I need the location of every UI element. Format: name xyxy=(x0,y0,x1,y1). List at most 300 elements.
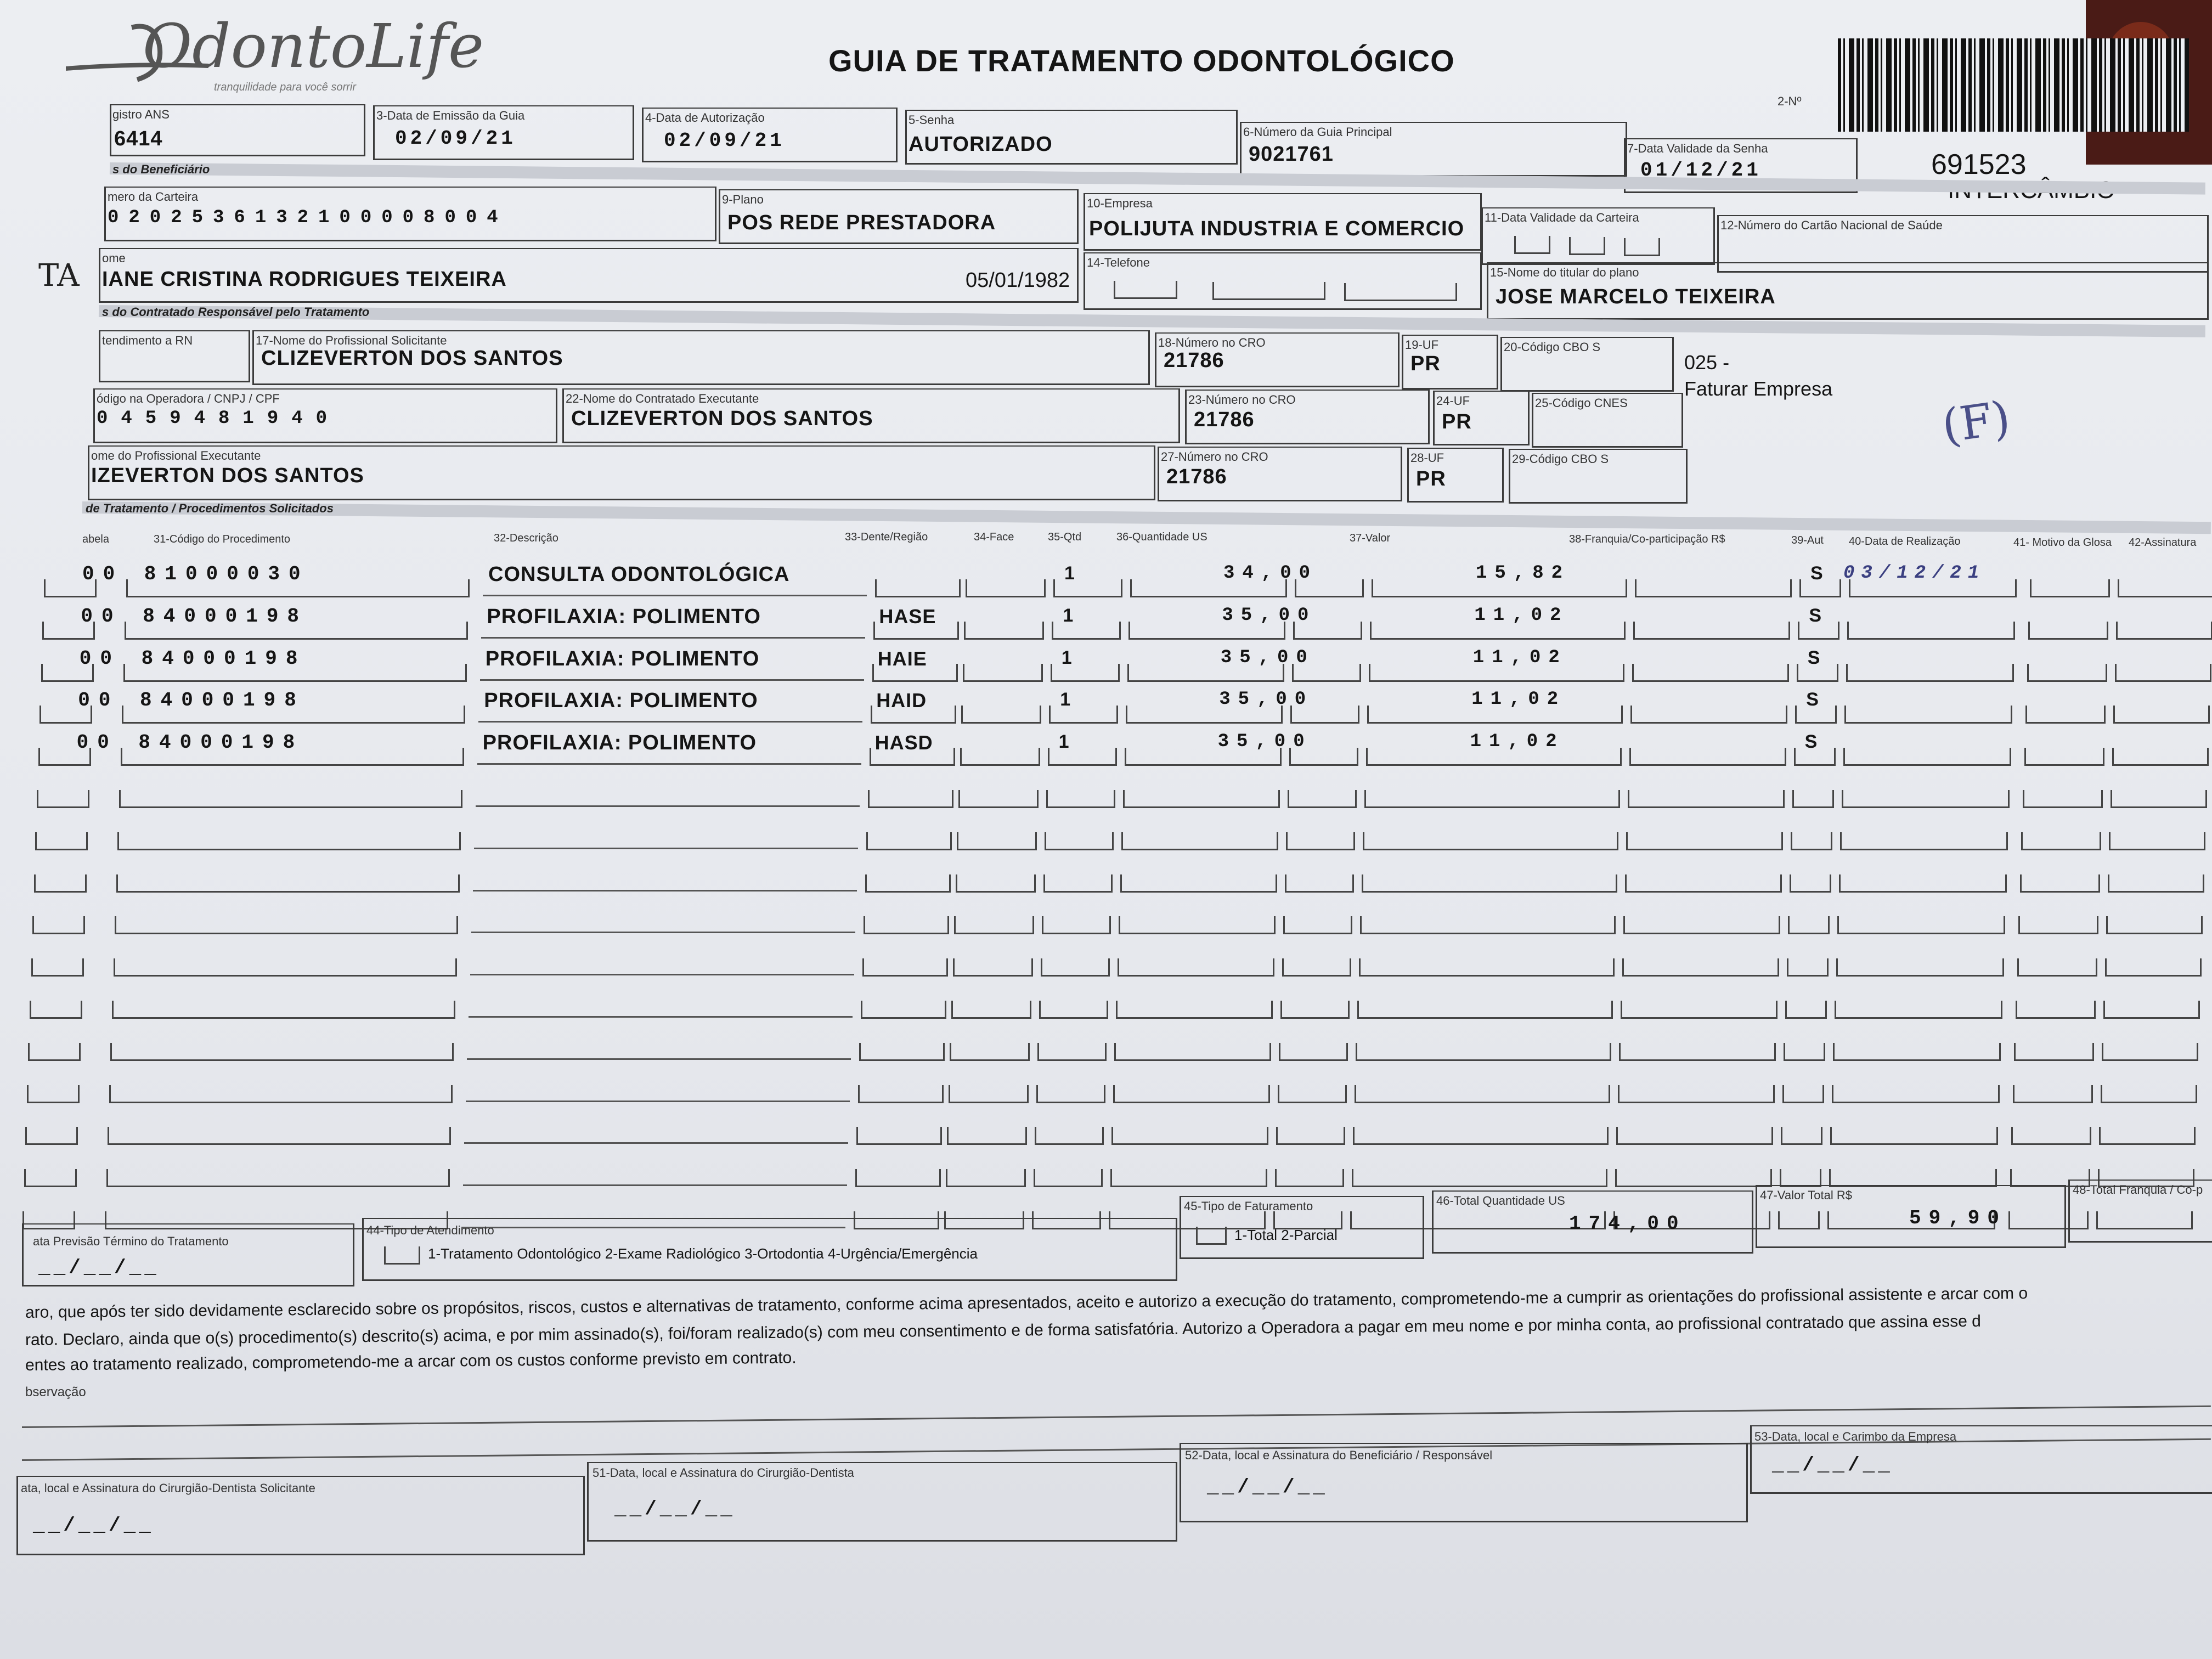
descricao-line xyxy=(464,1142,848,1144)
th-qtd: 35-Qtd xyxy=(1048,531,1082,543)
cell-box[interactable] xyxy=(1626,832,1783,850)
cell-box[interactable] xyxy=(958,790,1039,808)
cell-box[interactable] xyxy=(1836,958,2004,977)
cell-dente: HASE xyxy=(879,605,936,628)
table-row xyxy=(0,811,2212,854)
cell-box[interactable] xyxy=(1283,916,1352,934)
cell-box[interactable] xyxy=(2116,622,2212,640)
cell-dente: HAIE xyxy=(877,647,927,670)
cell-box[interactable] xyxy=(2102,1043,2198,1061)
cell-box[interactable] xyxy=(37,790,89,808)
cell-box[interactable] xyxy=(2028,622,2108,640)
cell-box[interactable] xyxy=(2112,748,2209,766)
cell-box[interactable] xyxy=(862,958,948,977)
cell-box[interactable] xyxy=(1833,1043,2001,1061)
empresa-label: 10-Empresa xyxy=(1087,196,1153,210)
cell-box[interactable] xyxy=(25,1127,78,1145)
cell-box[interactable] xyxy=(1121,832,1278,850)
total-us-value: 174,00 xyxy=(1569,1212,1686,1235)
cell-box[interactable] xyxy=(1356,1043,1611,1061)
handwritten-f-note: (F) xyxy=(1938,390,2014,454)
cell-box[interactable] xyxy=(2011,1127,2091,1145)
beneficiario-section: s do Beneficiário xyxy=(112,162,210,176)
cell-box[interactable] xyxy=(956,874,1036,893)
cell-box[interactable] xyxy=(1119,916,1276,934)
carimbo-53-date: __/__/__ xyxy=(1772,1454,1893,1476)
cell-box[interactable] xyxy=(31,958,84,977)
cell-box[interactable] xyxy=(2113,706,2210,724)
cell-box[interactable] xyxy=(1113,1085,1270,1103)
cell-box[interactable] xyxy=(1042,916,1111,934)
cell-valor: 15,82 xyxy=(1476,563,1571,584)
plano-value: POS REDE PRESTADORA xyxy=(727,211,996,234)
cell-box[interactable] xyxy=(1615,1169,1772,1187)
cell-descricao: PROFILAXIA: POLIMENTO xyxy=(485,647,760,670)
table-row xyxy=(0,1106,2212,1149)
table-row xyxy=(0,854,2212,896)
cell-box[interactable] xyxy=(1790,874,1831,893)
cell-box[interactable] xyxy=(1037,1043,1107,1061)
assinatura-52-date: __/__/__ xyxy=(1207,1476,1328,1498)
th-aut: 39-Aut xyxy=(1791,534,1824,546)
descricao-line xyxy=(463,1184,847,1186)
prof-exec-label: ome do Profissional Executante xyxy=(91,449,261,462)
titular-label: 15-Nome do titular do plano xyxy=(1490,266,1639,279)
cell-box[interactable] xyxy=(947,1127,1027,1145)
validade-carteira-label: 11-Data Validade da Carteira xyxy=(1485,211,1639,224)
cell-qtd: 1 xyxy=(1064,563,1075,584)
table-row xyxy=(0,895,2212,938)
cell-box[interactable] xyxy=(963,664,1043,682)
cell-box[interactable] xyxy=(1116,1001,1273,1019)
tipo-atendimento-checkbox[interactable] xyxy=(384,1246,420,1265)
titular-value: JOSE MARCELO TEIXEIRA xyxy=(1496,285,1776,308)
telefone-cells xyxy=(1114,281,1177,299)
cell-box[interactable] xyxy=(2106,916,2203,934)
cell-box[interactable] xyxy=(1045,832,1114,850)
cell-box[interactable] xyxy=(1053,579,1122,597)
cell-box[interactable] xyxy=(1623,916,1780,934)
cell-box[interactable] xyxy=(114,958,457,977)
valor-total-label: 47-Valor Total R$ xyxy=(1760,1188,1852,1202)
cell-box[interactable] xyxy=(30,1001,82,1019)
cartao-nacional-label: 12-Número do Cartão Nacional de Saúde xyxy=(1720,218,1943,232)
table-row xyxy=(0,938,2212,980)
descricao-line xyxy=(481,637,865,639)
nome-value: IANE CRISTINA RODRIGUES TEIXEIRA xyxy=(102,268,507,291)
cell-box[interactable] xyxy=(106,1169,450,1187)
contratado-section: s do Contratado Responsável pelo Tratamento xyxy=(102,305,370,319)
th-valor: 37-Valor xyxy=(1350,532,1391,544)
cell-us: 35,00 xyxy=(1222,605,1317,626)
cell-aut: S xyxy=(1809,605,1822,626)
cell-box[interactable] xyxy=(964,622,1044,640)
empresa-value: POLIJUTA INDUSTRIA E COMERCIO xyxy=(1089,217,1465,240)
cell-valor: 11,02 xyxy=(1474,605,1569,626)
cell-box[interactable] xyxy=(28,1043,81,1061)
cell-box[interactable] xyxy=(2108,874,2204,893)
cell-box[interactable] xyxy=(2027,664,2107,682)
th-tabela: abela xyxy=(82,533,109,545)
cell-box[interactable] xyxy=(1359,958,1615,977)
tipo-faturamento-checkbox[interactable] xyxy=(1196,1227,1227,1245)
table-row xyxy=(0,558,2212,601)
cell-box[interactable] xyxy=(1832,1085,2000,1103)
cell-box[interactable] xyxy=(966,579,1046,597)
cro23-label: 23-Número no CRO xyxy=(1188,393,1296,407)
cell-box[interactable] xyxy=(1280,1001,1350,1019)
logo-tagline: tranquilidade para você sorrir xyxy=(214,81,357,93)
th-glosa: 41- Motivo da Glosa xyxy=(2013,537,2112,549)
cell-box[interactable] xyxy=(1275,1169,1344,1187)
guia-principal-value: 9021761 xyxy=(1249,143,1334,166)
cell-dente: HASD xyxy=(874,731,933,754)
cell-box[interactable] xyxy=(1792,790,1834,808)
cell-box[interactable] xyxy=(1847,622,2015,640)
th-codigo: 31-Código do Procedimento xyxy=(154,533,291,545)
cell-box[interactable] xyxy=(2025,706,2106,724)
uf19-value: PR xyxy=(1410,352,1441,375)
cell-box[interactable] xyxy=(855,1169,941,1187)
cell-codigo: 00 84000198 xyxy=(81,605,308,628)
cell-box[interactable] xyxy=(2017,958,2097,977)
cell-box[interactable] xyxy=(1046,790,1115,808)
table-row xyxy=(0,643,2212,686)
cell-box[interactable] xyxy=(24,1169,77,1187)
guia-number: 691523 xyxy=(1931,149,2027,180)
th-us: 36-Quantidade US xyxy=(1116,531,1207,543)
cell-box[interactable] xyxy=(865,874,951,893)
handwritten-name-prefix: TA xyxy=(38,258,80,294)
cell-us: 34,00 xyxy=(1223,563,1318,584)
cell-box[interactable] xyxy=(2115,664,2211,682)
cell-qtd: 1 xyxy=(1060,689,1071,710)
cell-box[interactable] xyxy=(1110,1169,1267,1187)
uf28-label: 28-UF xyxy=(1410,451,1444,465)
cell-box[interactable] xyxy=(1114,1043,1271,1061)
cell-box[interactable] xyxy=(1632,664,1789,682)
descricao-line xyxy=(469,1016,853,1018)
th-assinatura: 42-Assinatura xyxy=(2129,537,2197,549)
barcode xyxy=(1838,38,2189,132)
cell-box[interactable] xyxy=(117,832,461,850)
cell-codigo: 00 84000198 xyxy=(76,731,304,754)
cell-box[interactable] xyxy=(1362,874,1617,893)
cell-box[interactable] xyxy=(1364,790,1620,808)
cro23-value: 21786 xyxy=(1194,408,1255,431)
nascimento-value: 05/01/1982 xyxy=(966,269,1070,292)
odontolife-logo xyxy=(66,11,484,107)
page-title: GUIA DE TRATAMENTO ODONTOLÓGICO xyxy=(828,43,1455,78)
previsao-value: __/__/__ xyxy=(38,1256,160,1279)
cell-box[interactable] xyxy=(34,874,87,893)
descricao-line xyxy=(470,974,854,975)
assinatura-50-label: ata, local e Assinatura do Cirurgião-Dentista Solicitante xyxy=(21,1481,315,1495)
assinatura-51-label: 51-Data, local e Assinatura do Cirurgião-Dentista xyxy=(592,1466,854,1480)
table-row xyxy=(0,769,2212,812)
cell-box[interactable] xyxy=(1043,874,1113,893)
cell-box[interactable] xyxy=(1286,832,1355,850)
validade-senha-label: 7-Data Validade da Senha xyxy=(1627,142,1768,155)
cell-box[interactable] xyxy=(2014,1043,2094,1061)
cell-box[interactable] xyxy=(1353,1127,1609,1145)
executante-value: CLIZEVERTON DOS SANTOS xyxy=(571,407,873,430)
solicitante-value: CLIZEVERTON DOS SANTOS xyxy=(261,347,563,370)
cell-box[interactable] xyxy=(1835,1001,2002,1019)
cell-box[interactable] xyxy=(112,1001,455,1019)
th-face: 34-Face xyxy=(974,531,1014,543)
carteira-value: 0202536132100008004 xyxy=(108,207,508,228)
procedimentos-section: de Tratamento / Procedimentos Solicitados xyxy=(86,501,334,515)
table-row xyxy=(0,1022,2212,1065)
cell-box[interactable] xyxy=(864,916,949,934)
table-row xyxy=(0,685,2212,727)
ans-value: 6414 xyxy=(114,127,163,150)
th-data: 40-Data de Realização xyxy=(1849,535,1961,548)
cell-box[interactable] xyxy=(950,1043,1030,1061)
table-row xyxy=(0,601,2212,644)
cell-box[interactable] xyxy=(1846,664,2014,682)
cell-box[interactable] xyxy=(1035,1127,1104,1145)
cell-box[interactable] xyxy=(1788,916,1830,934)
cell-box[interactable] xyxy=(1036,1085,1105,1103)
cnpj-value: 0459481940 xyxy=(97,408,341,429)
cell-box[interactable] xyxy=(957,832,1037,850)
emissao-value: 02/09/21 xyxy=(395,127,516,150)
cell-box[interactable] xyxy=(1363,832,1618,850)
cell-box[interactable] xyxy=(866,832,952,850)
cell-box[interactable] xyxy=(1039,1001,1108,1019)
cell-descricao: CONSULTA ODONTOLÓGICA xyxy=(488,563,790,586)
cell-valor: 11,02 xyxy=(1471,689,1566,710)
cell-box[interactable] xyxy=(1288,790,1357,808)
cell-box[interactable] xyxy=(1781,1127,1822,1145)
descricao-line xyxy=(480,679,864,681)
cro18-value: 21786 xyxy=(1164,349,1224,372)
cell-box[interactable] xyxy=(1357,1001,1613,1019)
cell-box[interactable] xyxy=(1051,664,1120,682)
cell-box[interactable] xyxy=(115,916,458,934)
executante-label: 22-Nome do Contratado Executante xyxy=(566,392,759,405)
cell-box[interactable] xyxy=(1360,916,1616,934)
table-row xyxy=(0,1064,2212,1107)
cell-box[interactable] xyxy=(116,874,460,893)
validade-carteira-cells xyxy=(1514,236,1550,254)
cell-box[interactable] xyxy=(108,1127,451,1145)
cell-box[interactable] xyxy=(1276,1127,1345,1145)
cell-box[interactable] xyxy=(2018,916,2098,934)
cell-box[interactable] xyxy=(1123,790,1280,808)
cell-box[interactable] xyxy=(1621,1001,1778,1019)
cell-qtd: 1 xyxy=(1063,605,1074,626)
cell-box[interactable] xyxy=(960,748,1040,766)
guia-no-label: 2-Nº xyxy=(1778,94,1802,108)
cell-aut: S xyxy=(1804,731,1818,753)
cell-box[interactable] xyxy=(1049,706,1118,724)
cell-box[interactable] xyxy=(32,916,85,934)
cell-box[interactable] xyxy=(2030,579,2110,597)
cell-codigo: 00 81000030 xyxy=(82,563,309,585)
descricao-line xyxy=(467,1058,851,1060)
logo-text: OdontoLife xyxy=(143,11,484,81)
carimbo-53-label: 53-Data, local e Carimbo da Empresa xyxy=(1754,1430,1957,1443)
uf28-value: PR xyxy=(1416,467,1446,490)
uf19-label: 19-UF xyxy=(1405,338,1439,352)
observacao-label: bservação xyxy=(25,1385,86,1400)
declaracao-line-2: rato. Declaro, ainda que o(s) procedimento(s) descrito(s) acima, e por mim assinado(s), foi/foram realizado(s) com meu consentimento e de forma satisfatória. Autorizo a Operadora a pagar em meu nome e por minha conta, ao profissional contratado que assina esse d xyxy=(25,1312,1982,1349)
cell-descricao: PROFILAXIA: POLIMENTO xyxy=(482,731,757,755)
uf24-value: PR xyxy=(1442,410,1472,433)
tipo-atendimento-label: 44-Tipo de Atendimento xyxy=(366,1223,494,1237)
cell-codigo: 00 84000198 xyxy=(79,647,307,670)
valor-total-value: 59,90 xyxy=(1909,1207,2007,1229)
cell-box[interactable] xyxy=(953,958,1033,977)
cell-box[interactable] xyxy=(2099,1127,2196,1145)
cell-box[interactable] xyxy=(2109,832,2205,850)
total-us-label: 46-Total Quantidade US xyxy=(1436,1194,1565,1207)
cell-us: 35,00 xyxy=(1220,647,1315,668)
cell-codigo: 00 84000198 xyxy=(78,689,305,712)
cro18-label: 18-Número no CRO xyxy=(1158,336,1266,349)
cell-box[interactable] xyxy=(951,1001,1031,1019)
tipo-faturamento-label: 45-Tipo de Faturamento xyxy=(1184,1199,1313,1213)
cell-descricao: PROFILAXIA: POLIMENTO xyxy=(487,605,761,628)
cell-box[interactable] xyxy=(2105,958,2202,977)
cell-box[interactable] xyxy=(859,1043,945,1061)
autorizacao-label: 4-Data de Autorização xyxy=(645,111,765,125)
assinatura-52-label: 52-Data, local e Assinatura do Beneficiário / Responsável xyxy=(1185,1448,1493,1462)
cell-box[interactable] xyxy=(1837,916,2005,934)
declaracao-line-3: entes ao tratamento realizado, comprometendo-me a arcar com os custos conforme previsto em contrato. xyxy=(25,1348,797,1374)
descricao-line xyxy=(477,763,861,765)
cell-box[interactable] xyxy=(861,1001,946,1019)
cell-box[interactable] xyxy=(1120,874,1277,893)
cell-box[interactable] xyxy=(1278,1085,1347,1103)
cell-us: 35,00 xyxy=(1217,731,1312,753)
cell-box[interactable] xyxy=(2021,832,2101,850)
cell-box[interactable] xyxy=(1842,790,2010,808)
cell-box[interactable] xyxy=(2020,874,2100,893)
cell-box[interactable] xyxy=(119,790,462,808)
solicitante-label: 17-Nome do Profissional Solicitante xyxy=(256,334,447,347)
cell-box[interactable] xyxy=(954,916,1034,934)
cell-box[interactable] xyxy=(2024,748,2104,766)
uf24-label: 24-UF xyxy=(1436,394,1470,408)
cell-box[interactable] xyxy=(1355,1085,1610,1103)
cell-box[interactable] xyxy=(1285,874,1354,893)
cell-box[interactable] xyxy=(1048,748,1117,766)
cell-box[interactable] xyxy=(1619,1043,1776,1061)
procedimentos-band xyxy=(82,501,2211,534)
cell-box[interactable] xyxy=(1628,790,1785,808)
assinatura-50-date: __/__/__ xyxy=(33,1514,154,1537)
cell-box[interactable] xyxy=(1635,579,1792,597)
cell-box[interactable] xyxy=(1622,958,1779,977)
cell-box[interactable] xyxy=(109,1085,453,1103)
cell-aut: S xyxy=(1807,647,1821,668)
cell-box[interactable] xyxy=(1782,1085,1824,1103)
th-descricao: 32-Descrição xyxy=(494,532,558,544)
cell-box[interactable] xyxy=(875,579,961,597)
senha-value: AUTORIZADO xyxy=(909,133,1053,156)
cell-box[interactable] xyxy=(1840,832,2008,850)
descricao-line xyxy=(483,595,867,596)
cell-box[interactable] xyxy=(856,1127,942,1145)
descricao-line xyxy=(471,932,855,933)
cell-box[interactable] xyxy=(1034,1169,1103,1187)
th-franquia: 38-Franquia/Co-participação R$ xyxy=(1569,533,1725,545)
cell-box[interactable] xyxy=(1279,1043,1348,1061)
cell-box[interactable] xyxy=(2101,1085,2197,1103)
cell-descricao: PROFILAXIA: POLIMENTO xyxy=(484,689,758,713)
cell-box[interactable] xyxy=(2103,1001,2200,1019)
cell-box[interactable] xyxy=(1791,832,1832,850)
cell-box[interactable] xyxy=(2111,790,2207,808)
cell-box[interactable] xyxy=(35,832,88,850)
descricao-line xyxy=(478,721,862,723)
cell-box[interactable] xyxy=(1630,706,1787,724)
cell-box[interactable] xyxy=(27,1085,80,1103)
cell-box[interactable] xyxy=(1052,622,1121,640)
cell-box[interactable] xyxy=(1111,1127,1268,1145)
cell-box[interactable] xyxy=(1633,622,1790,640)
cell-box[interactable] xyxy=(1787,958,1829,977)
cell-box[interactable] xyxy=(2016,1001,2096,1019)
cell-box[interactable] xyxy=(1352,1169,1607,1187)
cell-box[interactable] xyxy=(1118,958,1274,977)
cell-qtd: 1 xyxy=(1058,731,1070,753)
cell-box[interactable] xyxy=(1041,958,1110,977)
cbo20-label: 20-Código CBO S xyxy=(1504,340,1601,354)
cell-box[interactable] xyxy=(2023,790,2103,808)
cell-dente: HAID xyxy=(876,689,927,712)
cell-box[interactable] xyxy=(1282,958,1351,977)
cell-valor: 11,02 xyxy=(1470,731,1565,753)
cell-aut: S xyxy=(1810,563,1824,584)
th-dente: 33-Dente/Região xyxy=(845,531,928,543)
senha-label: 5-Senha xyxy=(909,113,955,127)
cell-box[interactable] xyxy=(1625,874,1782,893)
cell-box[interactable] xyxy=(110,1043,454,1061)
cell-box[interactable] xyxy=(1844,706,2012,724)
cell-box[interactable] xyxy=(868,790,953,808)
cell-box[interactable] xyxy=(961,706,1041,724)
cell-box[interactable] xyxy=(858,1085,944,1103)
cell-box[interactable] xyxy=(1784,1043,1825,1061)
cell-box[interactable] xyxy=(2013,1085,2093,1103)
emissao-label: 3-Data de Emissão da Guia xyxy=(376,109,525,122)
note-025: 025 - xyxy=(1684,351,1730,374)
previsao-label: ata Previsão Término do Tratamento xyxy=(33,1234,229,1248)
cell-box[interactable] xyxy=(1830,1127,1998,1145)
table-row xyxy=(0,980,2212,1023)
cell-box[interactable] xyxy=(1785,1001,1827,1019)
cell-box[interactable] xyxy=(1629,748,1786,766)
cbo29-label: 29-Código CBO S xyxy=(1512,452,1609,466)
cell-box[interactable] xyxy=(1843,748,2011,766)
cell-box[interactable] xyxy=(946,1169,1026,1187)
cell-box[interactable] xyxy=(1616,1127,1773,1145)
table-row xyxy=(0,727,2212,770)
cell-box[interactable] xyxy=(1618,1085,1775,1103)
tipo-atendimento-options: 1-Tratamento Odontológico 2-Exame Radiológico 3-Ortodontia 4-Urgência/Emergência xyxy=(428,1245,978,1262)
observacao-line xyxy=(22,1406,2211,1428)
cell-box[interactable] xyxy=(1839,874,2007,893)
cell-box[interactable] xyxy=(2118,579,2212,597)
plano-label: 9-Plano xyxy=(722,193,764,206)
cell-box[interactable] xyxy=(949,1085,1029,1103)
descricao-line xyxy=(473,890,857,891)
